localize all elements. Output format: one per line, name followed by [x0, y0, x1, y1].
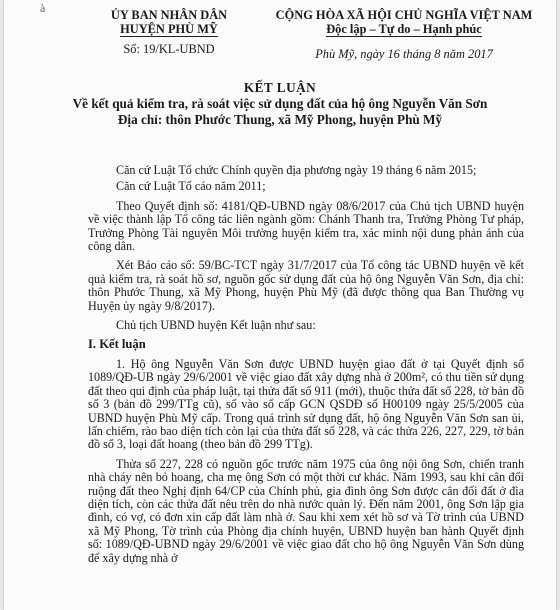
section-heading: I. Kết luận	[88, 337, 146, 352]
issuer-header	[64, 8, 274, 58]
document-body	[88, 164, 524, 571]
national-motto: Độc lập – Tự do – Hạnh phúc	[326, 22, 482, 36]
paragraph-legal-basis-1: Căn cứ Luật Tổ chức Chính quyền địa phương ngày 19 tháng 6 năm 2015;	[116, 163, 477, 177]
issuer-line-2: HUYỆN PHÙ MỸ	[120, 22, 218, 36]
document-date: Phù Mỹ, ngày 16 tháng 8 năm 2017	[315, 47, 493, 61]
title-block	[4, 80, 556, 128]
paragraph-conclusion-intro: Chủ tịch UBND huyện Kết luận như sau:	[116, 318, 316, 333]
corner-mark: à	[40, 1, 46, 15]
document-subject: Về kết quả kiểm tra, rà soát việc sử dụng đất của hộ ông Nguyễn Văn Sơn	[72, 96, 488, 111]
national-title: CỘNG HÒA XÃ HỘI CHỦ NGHĨA VIỆT NAM	[275, 8, 533, 22]
paragraph-decision: Theo Quyết định số: 4181/QĐ-UBND ngày 08/6/2017 của Chủ tịch UBND huyện về việc thành lập Tổ công tác liên ngành gồm: Chánh Thanh tra, Trưởng Phòng Tư pháp, Trưởng Phòng Tài nguyên Môi trường huyện kiểm tra, xác minh nội dung phản ánh của công dân.	[88, 198, 524, 254]
document-address: Địa chỉ: thôn Phước Thung, xã Mỹ Phong, huyện Phù Mỹ	[117, 112, 443, 127]
national-header	[254, 8, 554, 63]
paragraph-legal-basis-2: Căn cứ Luật Tố cáo năm 2011;	[116, 179, 266, 194]
document-title: KẾT LUẬN	[243, 80, 317, 95]
document-number: Số: 19/KL-UBND	[123, 42, 215, 56]
paragraph-land-origin: Thửa số 227, 228 có nguồn gốc trước năm 1975 của ông nội ông Sơn, chiến tranh nhà cháy nên bỏ hoang, cha mẹ ông Sơn có một thời cư khác. Năm 1993, sau khi cân đối ruộng đất theo Nghị định 64/CP của Chính phủ, gia đình ông Sơn được cân đối đất ở đìa diện tích, còn các thửa đất nêu trên do nhà nước quản lý. Đến năm 2001, ông Sơn lập gia đình, có vợ, có đơn xin cấp đất làm nhà ở. Sau khi xem xét hồ sơ và Tờ trình của UBND xã Mỹ Phong, Tờ trình của Phòng địa chính huyện, UBND huyện ban hành Quyết định số: 1089/QĐ-UBND ngày 29/6/2001 về việc giao đất cho hộ ông Nguyễn Văn Sơn dùng để xây dựng nhà ở	[88, 456, 524, 565]
document-page	[4, 0, 556, 610]
issuer-line-1: ỦY BAN NHÂN DÂN	[110, 8, 228, 22]
paragraph-item-1: 1. Hộ ông Nguyễn Văn Sơn được UBND huyện giao đất ở tại Quyết định số 1089/QĐ-UB ngày 29/6/2001 về việc giao đất xây dựng nhà ở 200m², có thu tiền sử dụng đất theo qui định của pháp luật, tại thửa đất số 911 (mới), thuộc thửa đất số 228, tờ bản đồ số 3 (bản đồ 299/TTg cũ), số vào sổ cấp GCN QSDĐ số H00109 ngày 25/5/2005 của UBND huyện Phù Mỹ cấp. Trong quá trình sử dụng đất, hộ ông Nguyễn Văn Sơn san ủi, lấn chiếm, rào bao diện tích còn lại của thửa đất số 228, và các thửa 226, 227, 229, tờ bản đồ số 3, loại đất hoang (theo bản đồ 299 TTg).	[88, 356, 524, 452]
paragraph-report: Xét Báo cáo số: 59/BC-TCT ngày 31/7/2017 của Tổ công tác UBND huyện về kết quả kiểm tra, rà soát hồ sơ, nguồn gốc sử dụng đất của hộ ông Nguyễn Văn Sơn, địa chỉ: thôn Phước Thung, xã Mỹ Phong, huyện Phù Mỹ (đã được thông qua Ban Thường vụ Huyện ủy ngày 9/8/2017).	[88, 258, 524, 313]
